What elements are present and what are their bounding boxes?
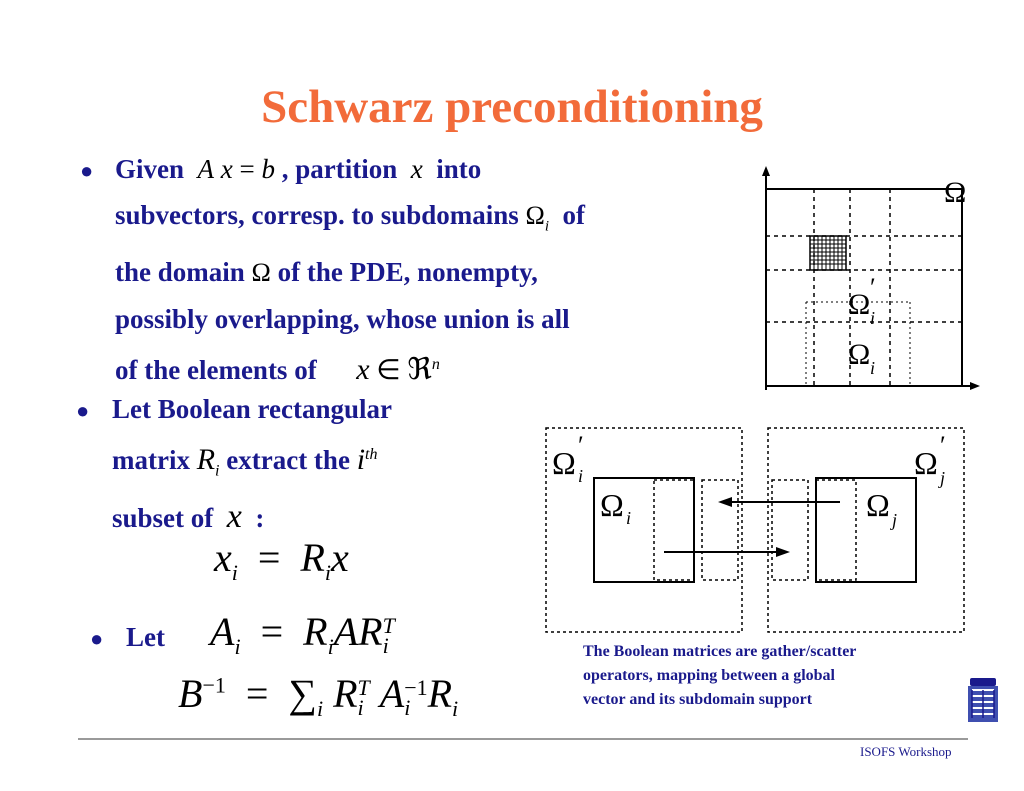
- the-domain-text: the domain: [115, 257, 245, 288]
- bullet-dot: ●: [90, 626, 104, 651]
- of-the-pde-text: of the PDE, nonempty,: [277, 257, 538, 288]
- eq2-R: R: [333, 671, 358, 716]
- eq-lhs-sub: i: [231, 560, 238, 585]
- omega-j: Ω: [866, 487, 890, 523]
- bullet-2-line-1: Let Boolean rectangular: [112, 394, 392, 424]
- omega-sub-i: i: [544, 218, 550, 235]
- overlap-boxes: [654, 480, 856, 580]
- omega-i-prime: Ω: [552, 445, 576, 481]
- eq1-R: R: [303, 609, 328, 654]
- omega-i-sub: i: [870, 358, 876, 378]
- x-symbol: x: [410, 154, 423, 184]
- omega-j-sub: j: [892, 510, 898, 530]
- eq-x: x: [331, 535, 349, 580]
- bullet-1: [115, 146, 735, 394]
- R-sub-i: i: [215, 462, 220, 480]
- eq2-A-sub: i: [404, 694, 411, 720]
- eq2-B-sup: −1: [202, 672, 226, 698]
- element-of-symbol: ∈: [376, 355, 401, 387]
- y-axis-arrow: [762, 166, 770, 176]
- page-title: Schwarz preconditioning: [261, 81, 763, 133]
- bullet-1-line-4: possibly overlapping, whose union is all: [115, 304, 570, 335]
- institution-logo: [966, 676, 1000, 726]
- subvectors-text: subvectors, corresp. to subdomains: [115, 200, 519, 230]
- omega-j-prime-mark: ′: [940, 431, 946, 460]
- let-text: Let: [126, 622, 165, 652]
- elem-x: x: [356, 353, 370, 387]
- omega-label: Ω: [944, 176, 967, 209]
- omega-i-sub: i: [626, 508, 632, 528]
- omega-i-prime-mark: ′: [870, 273, 876, 302]
- bullet-dot: ●: [76, 398, 90, 423]
- domain-grid-figure: [730, 162, 990, 392]
- mesh-patch: [810, 236, 846, 270]
- omega-j-prime-sub: j: [940, 468, 946, 488]
- elements-text: of the elements of: [115, 355, 317, 386]
- figure-caption: [583, 640, 963, 712]
- of-text: of: [562, 200, 586, 230]
- omega-i-label: Ω: [848, 338, 871, 371]
- equation-local-matrix: [210, 608, 395, 660]
- equation-restriction: [214, 534, 349, 586]
- eq2-B: B: [178, 671, 203, 716]
- omega-i-prime-label: Ω: [848, 288, 871, 321]
- caption-line-3: vector and its subdomain support: [583, 691, 813, 708]
- eq-b: b: [261, 154, 275, 184]
- eq2-R-sub: i: [357, 694, 364, 720]
- omega-i-prime-sub: i: [870, 308, 876, 328]
- eq2-A: A: [379, 671, 405, 716]
- eq-equals-sign: =: [257, 535, 281, 580]
- eq1-A: A: [210, 609, 235, 654]
- eq2-R-sup: T: [357, 674, 370, 700]
- eq2-R-scripts: [357, 674, 370, 720]
- caption-line-2: operators, mapping between a global: [583, 667, 835, 684]
- omega-i-prime-sub: i: [578, 466, 584, 486]
- x-axis-arrow: [970, 382, 980, 390]
- eq1-A-sub: i: [234, 634, 241, 659]
- bullet-2-line-2: [112, 432, 542, 494]
- eq1-equals: =: [260, 609, 284, 654]
- eq2-R2: R: [427, 671, 453, 716]
- eq-lhs-x: x: [214, 535, 232, 580]
- bullet-1-line-2: [115, 192, 735, 249]
- caption-line-1: The Boolean matrices are gather/scatter: [583, 643, 857, 660]
- given-text: Given: [115, 154, 185, 184]
- into-text: into: [436, 154, 482, 184]
- eq1-R-sub: i: [327, 634, 334, 659]
- eq1-RT-scripts: [382, 612, 395, 658]
- footer-rule: [78, 738, 968, 740]
- reals-symbol: ℜ: [407, 353, 432, 387]
- subset-x-symbol: x: [226, 498, 242, 536]
- partition-text: , partition: [281, 154, 398, 184]
- eq-R: R: [300, 535, 325, 580]
- equation-preconditioner: [178, 670, 458, 722]
- subdomain-overlap-figure: [540, 424, 970, 636]
- i-symbol: i: [356, 443, 366, 476]
- omega-j-prime: Ω: [914, 445, 938, 481]
- arrow-right-head: [776, 547, 790, 557]
- eq2-sum: ∑: [288, 671, 317, 716]
- bullet-1-line-3: [115, 249, 735, 296]
- eq-R-sub: i: [324, 560, 332, 585]
- eq-A: A: [197, 154, 215, 184]
- subset-text: subset of: [112, 503, 214, 534]
- eq2-A-sup: −1: [404, 674, 428, 700]
- eq1-RT-sup: T: [382, 612, 395, 638]
- eq2-equals: =: [245, 671, 269, 716]
- reals-sup-n: n: [431, 356, 440, 374]
- arrow-left-head: [718, 497, 732, 507]
- eq-equals: =: [239, 154, 255, 184]
- eq2-A-scripts: [404, 674, 428, 720]
- extract-text: extract the: [226, 445, 350, 475]
- eq-x: x: [220, 154, 233, 184]
- eq1-RT-sub: i: [382, 632, 389, 658]
- omega-symbol: Ω: [525, 201, 545, 230]
- th-sup: th: [365, 446, 378, 463]
- colon-text: :: [255, 503, 265, 534]
- bullet-2: [112, 386, 542, 541]
- footer-text: ISOFS Workshop: [860, 744, 952, 759]
- bullet-1-line-1: [115, 146, 735, 192]
- omega-i: Ω: [600, 487, 624, 523]
- matrix-text: matrix: [112, 445, 190, 475]
- eq1-RT: R: [358, 609, 383, 654]
- R-symbol: R: [196, 443, 216, 476]
- outer-dashed-boxes: [546, 428, 964, 632]
- bullet-dot: ●: [80, 158, 94, 183]
- eq2-sum-sub: i: [316, 696, 324, 721]
- omega-i-prime-mark: ′: [578, 431, 584, 460]
- eq2-R2-sub: i: [452, 696, 459, 721]
- eq1-A-mid: A: [333, 609, 359, 654]
- omega-domain-symbol: Ω: [251, 258, 271, 288]
